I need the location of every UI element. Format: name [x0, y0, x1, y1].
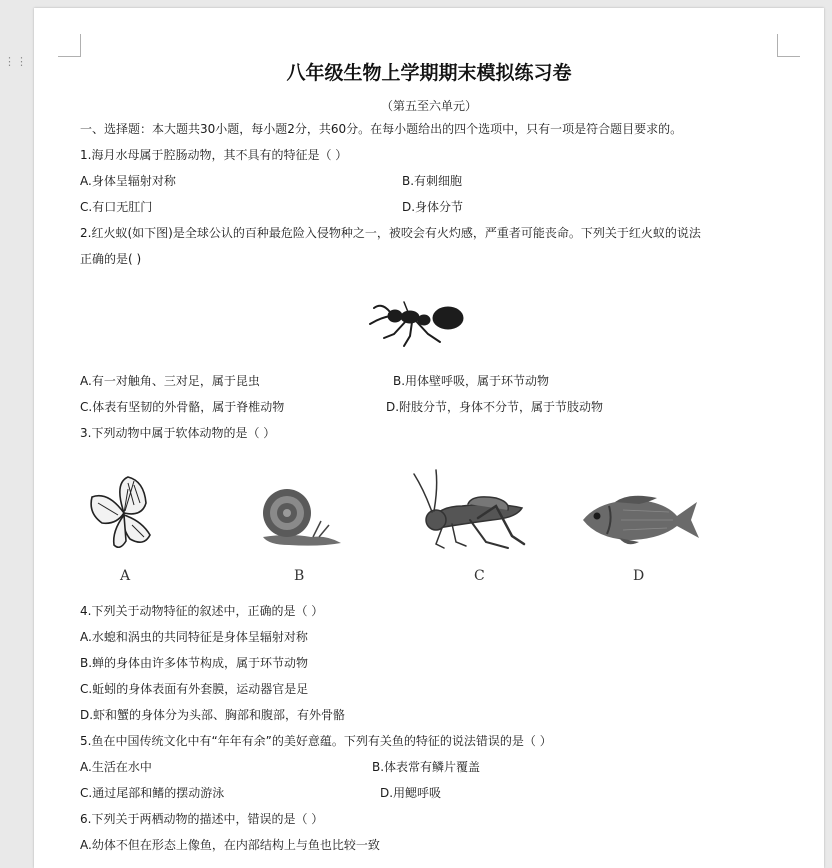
fire-ant-image [364, 290, 474, 352]
document-subtitle: （第五至六单元） [380, 99, 477, 113]
question-4-option-b: B.蝉的身体由许多体节构成，属于环节动物 [80, 656, 309, 670]
question-6-option-a: A.幼体不但在形态上像鱼，在内部结构上与鱼也比较一致 [80, 838, 380, 852]
drag-handle-icon[interactable]: ⋮⋮ [4, 55, 28, 68]
question-4-option-a: A.水螅和涡虫的共同特征是身体呈辐射对称 [80, 630, 308, 644]
question-5-option-a: A.生活在水中 [80, 760, 152, 774]
butterfly-image [84, 473, 164, 555]
document-page [34, 8, 824, 868]
figure-label-b: B [294, 568, 305, 584]
question-1-stem: 1.海月水母属于腔肠动物，其不具有的特征是（ ） [80, 148, 348, 162]
figure-label-d: D [633, 568, 645, 584]
question-2-stem-line2: 正确的是( ) [80, 252, 142, 266]
question-2-option-d: D.附肢分节，身体不分节，属于节肢动物 [386, 400, 604, 414]
margin-corner-top-right [777, 34, 800, 57]
fish-image [579, 490, 703, 550]
question-2-option-c: C.体表有坚韧的外骨骼，属于脊椎动物 [80, 400, 285, 414]
question-1-option-b: B.有刺细胞 [402, 174, 463, 188]
question-1-option-d: D.身体分节 [402, 200, 464, 214]
question-1-option-c: C.有口无肛门 [80, 200, 153, 214]
figure-label-c: C [474, 568, 485, 584]
question-2-option-b: B.用体壁呼吸，属于环节动物 [393, 374, 550, 388]
question-6-stem: 6.下列关于两栖动物的描述中，错误的是（ ） [80, 812, 324, 826]
grasshopper-image [412, 466, 532, 556]
question-2-option-a: A.有一对触角、三对足，属于昆虫 [80, 374, 260, 388]
question-5-option-c: C.通过尾部和鳍的摆动游泳 [80, 786, 225, 800]
figure-label-a: A [120, 568, 131, 584]
document-title: 八年级生物上学期期末模拟练习卷 [286, 62, 572, 84]
question-2-stem-line1: 2.红火蚁(如下图)是全球公认的百种最危险入侵物种之一，被咬会有火灼感，严重者可能丧命。下列关于红火蚁的说法 [80, 226, 701, 240]
snail-image [249, 481, 349, 553]
question-4-option-c: C.蚯蚓的身体表面有外套膜，运动器官是足 [80, 682, 309, 696]
question-1-option-a: A.身体呈辐射对称 [80, 174, 176, 188]
question-5-stem: 5.鱼在中国传统文化中有“年年有余”的美好意蕴。下列有关鱼的特征的说法错误的是（ ） [80, 734, 552, 748]
question-3-stem: 3.下列动物中属于软体动物的是（ ） [80, 426, 276, 440]
section-instructions: 一、选择题：本大题共30小题，每小题2分，共60分。在每小题给出的四个选项中，只有一项是符合题目要求的。 [80, 122, 683, 136]
margin-corner-top-left [58, 34, 81, 57]
question-4-option-d: D.虾和蟹的身体分为头部、胸部和腹部，有外骨骼 [80, 708, 346, 722]
question-5-option-d: D.用鳃呼吸 [380, 786, 442, 800]
question-4-stem: 4.下列关于动物特征的叙述中，正确的是（ ） [80, 604, 324, 618]
question-5-option-b: B.体表常有鳞片覆盖 [372, 760, 481, 774]
